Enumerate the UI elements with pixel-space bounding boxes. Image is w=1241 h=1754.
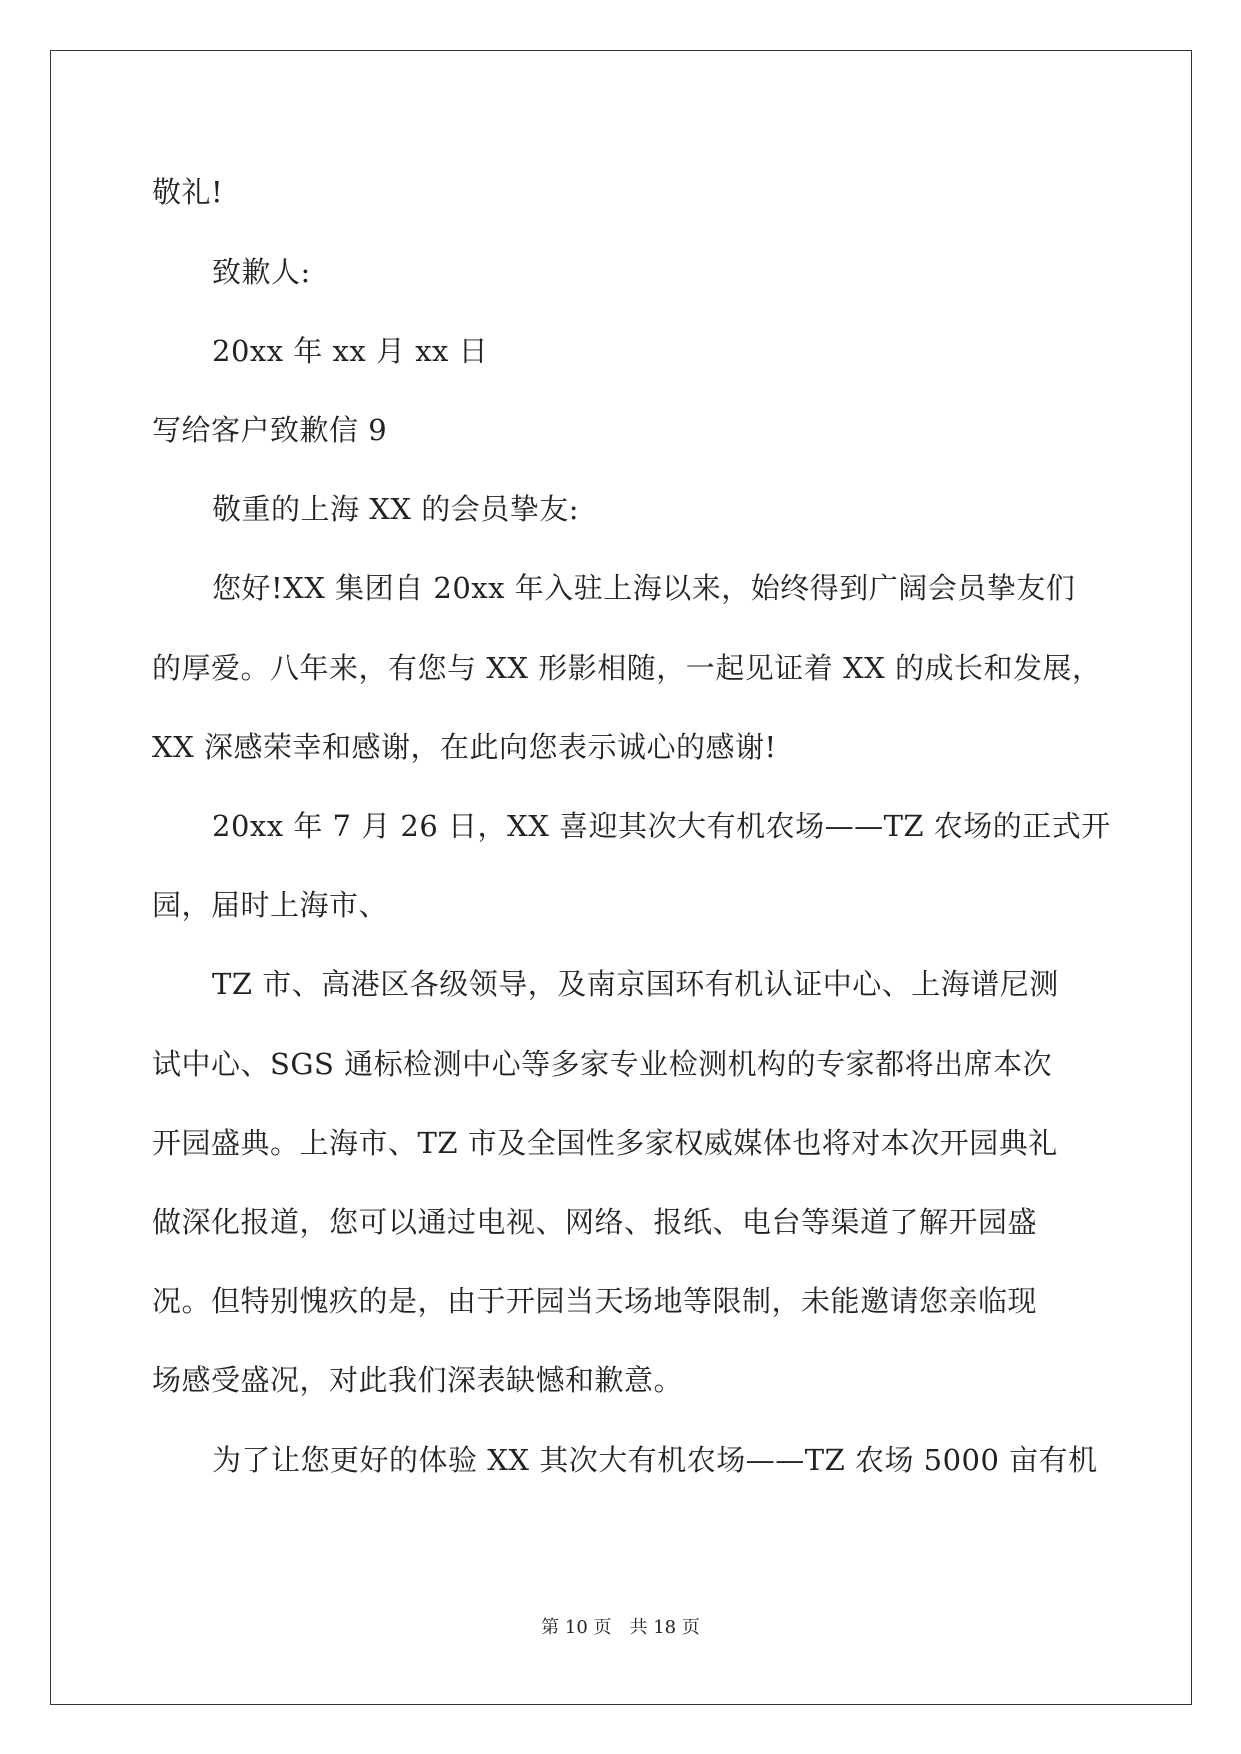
paragraph-line: 20xx 年 7 月 26 日，XX 喜迎其次大有机农场——TZ 农场的正式开 — [212, 809, 1111, 843]
paragraph-line: 场感受盛况，对此我们深表缺憾和歉意。 — [152, 1363, 684, 1397]
paragraph-line: XX 深感荣幸和感谢，在此向您表示诚心的感谢! — [152, 730, 777, 764]
paragraph-line: 试中心、SGS 通标检测中心等多家专业检测机构的专家都将出席本次 — [152, 1047, 1053, 1081]
paragraph-line: 况。但特别愧疚的是，由于开园当天场地等限制，未能邀请您亲临现 — [152, 1284, 1038, 1318]
paragraph-line: 为了让您更好的体验 XX 其次大有机农场——TZ 农场 5000 亩有机 — [212, 1443, 1098, 1477]
paragraph-line: TZ 市、高港区各级领导，及南京国环有机认证中心、上海谱尼测 — [212, 967, 1059, 1001]
paragraph-line: 的厚爱。八年来，有您与 XX 形影相随，一起见证着 XX 的成长和发展， — [152, 651, 1102, 685]
paragraph-line: 园，届时上海市、 — [152, 888, 389, 922]
signature-label: 致歉人: — [212, 255, 311, 289]
date-line: 20xx 年 xx 月 xx 日 — [212, 334, 489, 368]
paragraph-line: 开园盛典。上海市、TZ 市及全国性多家权威媒体也将对本次开园典礼 — [152, 1126, 1058, 1160]
page-number-footer: 第 10 页 共 18 页 — [541, 1617, 700, 1638]
paragraph-line: 做深化报道，您可以通过电视、网络、报纸、电台等渠道了解开园盛 — [152, 1205, 1038, 1239]
closing-salutation: 敬礼! — [152, 175, 224, 209]
letter-greeting: 敬重的上海 XX 的会员挚友: — [212, 492, 579, 526]
paragraph-line: 您好!XX 集团自 20xx 年入驻上海以来，始终得到广阔会员挚友们 — [212, 571, 1076, 605]
section-title: 写给客户致歉信 9 — [152, 413, 388, 447]
